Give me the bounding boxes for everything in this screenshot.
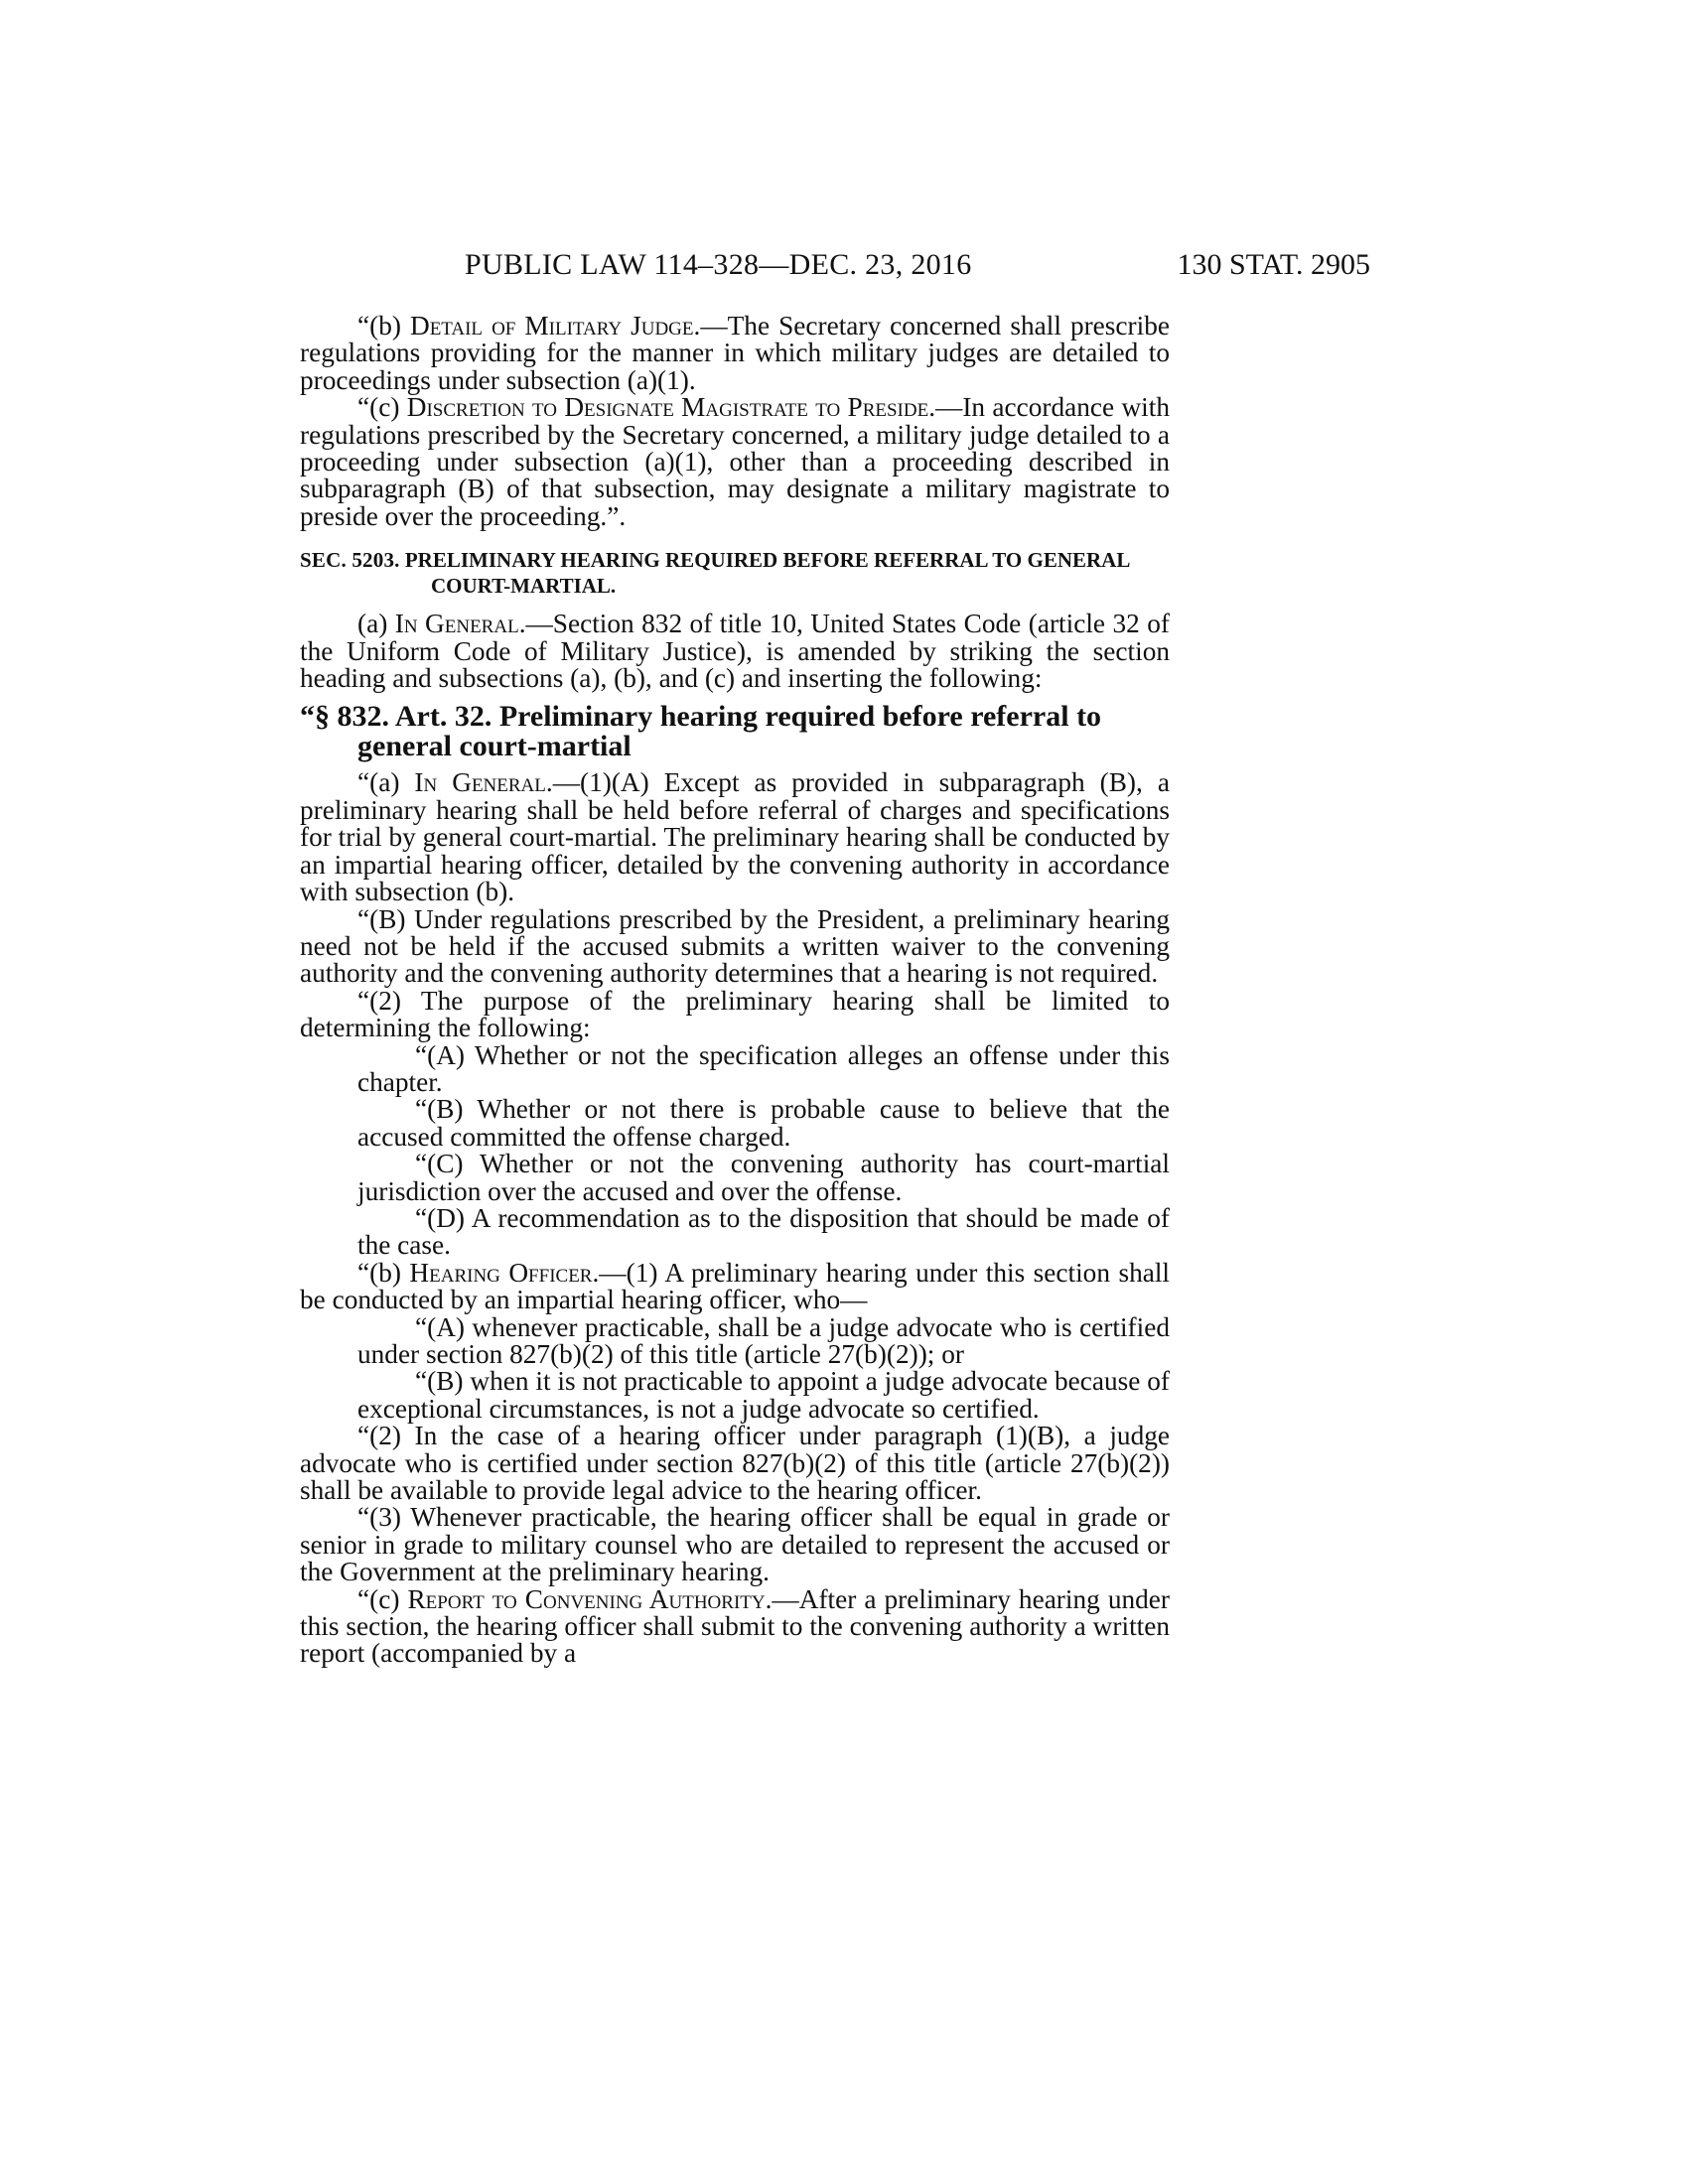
- page-header: [298, 248, 1370, 288]
- article-subsection-c: [300, 1583, 1170, 1669]
- article-subparagraph-a2C: “(C) Whether or not the convening authority has court-martial jurisdiction over the accused and over the offense.: [357, 1149, 1170, 1206]
- paragraph-heading: Detail of Military Judge: [409, 311, 694, 341]
- article-subparagraph-a1B: “(B) Under regulations prescribed by the President, a preliminary hearing need not be held if the accused submits a written waiver to the convening authority and the convening authority determines that a hearing is not required.: [300, 903, 1170, 989]
- paragraph-text: .—The Secretary concerned shall prescribe regulations providing for the manner in which military judges are detailed to proceedings under subsection (a)(1).: [300, 311, 1170, 395]
- paragraph-heading: Hearing Officer: [409, 1257, 593, 1288]
- paragraph-heading: In General: [414, 767, 546, 798]
- paragraph-heading: In General: [394, 609, 519, 639]
- article-subparagraph-a2B: “(B) Whether or not there is probable cause to believe that the accused committed the offense charged.: [357, 1094, 1170, 1152]
- paragraph-open: “(c): [357, 392, 407, 423]
- article-subsection-a: [300, 769, 1170, 905]
- article-subparagraph-b1B: “(B) when it is not practicable to appoint a judge advocate because of exceptional circumstances, is not a judge advocate so certified.: [357, 1366, 1170, 1424]
- stat-page-reference: 130 STAT. 2905: [1177, 248, 1370, 281]
- article-subparagraph-b1A: “(A) whenever practicable, shall be a judge advocate who is certified under section 827(b)(2) of this title (article 27(b)(2)); or: [357, 1311, 1170, 1369]
- paragraph-open: (a): [357, 609, 395, 639]
- paragraph-open: “(c): [357, 1583, 408, 1614]
- article-subsection-b: [300, 1257, 1170, 1315]
- paragraph-open: “(b): [357, 1257, 410, 1288]
- paragraph-text: .—(1)(A) Except as provided in subparagraph (B), a preliminary hearing shall be held before referral of charges and specifications for trial by general court-martial. The preliminary hearing shall be conducted by an impartial hearing officer, detailed by the convening authority in accordance with subsection (b).: [300, 767, 1170, 907]
- section-title: PRELIMINARY HEARING REQUIRED BEFORE REFERRAL TO GENERAL COURT-MARTIAL.: [404, 548, 1130, 599]
- paragraph-text: .—In accordance with regulations prescribed by the Secretary concerned, a military judge detailed to a proceeding under subsection (a)(1), other than a proceeding described in subparagraph (B) of that subsection, may designate a military magistrate to preside over the proceeding.”.: [300, 392, 1170, 531]
- paragraph-heading: Discretion to Designate Magistrate to Preside: [406, 392, 929, 423]
- paragraph-heading: Report to Convening Authority: [407, 1583, 766, 1614]
- section-number: SEC. 5203.: [300, 548, 400, 573]
- paragraph-open: “(b): [357, 311, 410, 341]
- paragraph-text: .—After a preliminary hearing under this section, the hearing officer shall submit to the convening authority a written report (accompanied by a: [300, 1583, 1170, 1669]
- section-heading: [300, 547, 1170, 599]
- article-heading: “§ 832. Art. 32. Preliminary hearing required before referral to general court-martial: [300, 700, 1102, 763]
- paragraph-text: .—(1) A preliminary hearing under this section shall be conducted by an impartial hearing officer, who—: [300, 1257, 1170, 1315]
- article-paragraph-b2: “(2) In the case of a hearing officer under paragraph (1)(B), a judge advocate who is certified under section 827(b)(2) of this title (article 27(b)(2)) shall be available to provide legal advice to the hearing officer.: [300, 1421, 1170, 1506]
- document-body: [300, 313, 1170, 1668]
- paragraph-open: “(a): [357, 767, 415, 798]
- article-paragraph-a2: “(2) The purpose of the preliminary hearing shall be limited to determining the following:: [300, 985, 1170, 1043]
- paragraph-text: .—Section 832 of title 10, United States Code (article 32 of the Uniform Code of Military Justice), is amended by striking the section heading and subsections (a), (b), and (c) and inserting the following:: [300, 609, 1170, 694]
- article-subparagraph-a2A: “(A) Whether or not the specification alleges an offense under this chapter.: [357, 1039, 1170, 1097]
- article-subparagraph-a2D: “(D) A recommendation as to the disposition that should be made of the case.: [357, 1202, 1170, 1261]
- paragraph-a-in-general: [300, 611, 1170, 692]
- paragraph-b-detail-of-military-judge: [300, 313, 1170, 394]
- paragraph-c-discretion: [300, 394, 1170, 530]
- article-paragraph-b3: “(3) Whenever practicable, the hearing officer shall be equal in grade or senior in grade to military counsel who are detailed to represent the accused or the Government at the preliminary hearing.: [300, 1502, 1170, 1587]
- running-head: PUBLIC LAW 114–328—DEC. 23, 2016: [465, 248, 972, 281]
